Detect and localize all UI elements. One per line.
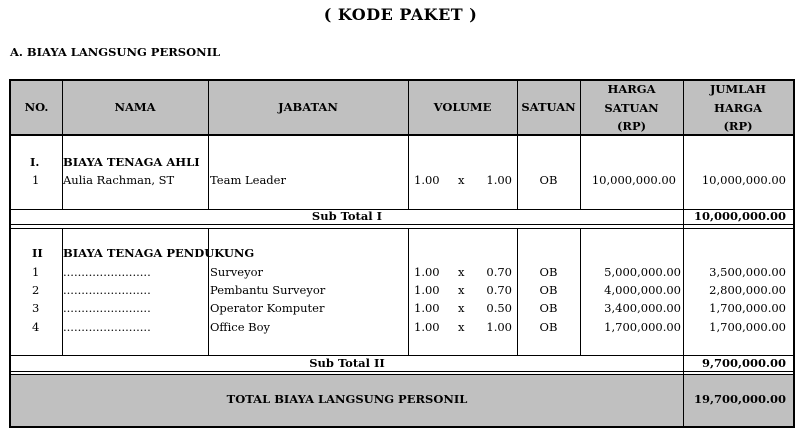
rule <box>11 371 793 372</box>
col-header-jumlah-1: JUMLAH <box>709 82 767 96</box>
row-jabatan: Surveyor <box>210 265 264 279</box>
row-vol1: 1.00 <box>414 320 440 334</box>
row-no: 1 <box>32 265 40 279</box>
subtotal-label: Sub Total II <box>309 356 385 370</box>
row-x: x <box>458 173 465 187</box>
col-header-no: NO. <box>24 100 49 114</box>
cost-table <box>9 79 795 428</box>
row-x: x <box>458 320 465 334</box>
row-vol2: 1.00 <box>486 173 512 187</box>
group-title: BIAYA TENAGA PENDUKUNG <box>63 246 255 260</box>
row-vol1: 1.00 <box>414 283 440 297</box>
col-header-harga-1: HARGA <box>607 82 656 96</box>
subtotal-value: 9,700,000.00 <box>701 356 786 370</box>
row-jabatan: Team Leader <box>210 173 286 187</box>
row-satuan: OB <box>539 320 558 334</box>
row-jumlah: 1,700,000.00 <box>709 320 786 334</box>
col-header-nama: NAMA <box>114 100 156 114</box>
subtotal-value: 10,000,000.00 <box>693 209 786 223</box>
row-nama: Aulia Rachman, ST <box>63 173 175 187</box>
row-vol2: 1.00 <box>486 320 512 334</box>
row-nama: ........................ <box>63 283 151 297</box>
row-satuan: OB <box>539 173 558 187</box>
row-jabatan: Office Boy <box>210 320 271 334</box>
group-number: I. <box>30 155 40 169</box>
col-header-satuan: SATUAN <box>521 100 576 114</box>
row-harga: 5,000,000.00 <box>604 265 681 279</box>
row-harga: 4,000,000.00 <box>604 283 681 297</box>
row-satuan: OB <box>539 283 558 297</box>
row-vol1: 1.00 <box>414 265 440 279</box>
row-x: x <box>458 265 465 279</box>
col-header-jabatan: JABATAN <box>278 100 338 114</box>
row-jabatan: Pembantu Surveyor <box>210 283 326 297</box>
row-no: 2 <box>32 283 40 297</box>
row-harga: 10,000,000.00 <box>591 173 676 187</box>
row-jumlah: 10,000,000.00 <box>701 173 786 187</box>
row-jumlah: 1,700,000.00 <box>709 301 786 315</box>
row-no: 3 <box>32 301 40 315</box>
row-x: x <box>458 283 465 297</box>
col-header-volume: VOLUME <box>433 100 492 114</box>
col-header-harga-2: SATUAN <box>604 101 659 115</box>
subtotal-label: Sub Total I <box>311 209 383 223</box>
row-harga: 1,700,000.00 <box>604 320 681 334</box>
page-title: ( KODE PAKET ) <box>323 5 478 24</box>
total-label: TOTAL BIAYA LANGSUNG PERSONIL <box>226 392 468 406</box>
row-satuan: OB <box>539 301 558 315</box>
col-header-jumlah-2: HARGA <box>713 101 763 115</box>
col-line <box>408 228 409 355</box>
row-jumlah: 2,800,000.00 <box>709 283 786 297</box>
row-satuan: OB <box>539 265 558 279</box>
group-title: BIAYA TENAGA AHLI <box>63 155 200 169</box>
row-no: 4 <box>32 320 40 334</box>
rule <box>11 374 793 375</box>
total-value: 19,700,000.00 <box>693 392 786 406</box>
row-nama: ........................ <box>63 265 151 279</box>
row-vol2: 0.50 <box>486 301 512 315</box>
col-header-harga-3: (RP) <box>616 119 647 133</box>
rule <box>11 228 793 229</box>
col-header-jumlah-3: (RP) <box>723 119 753 133</box>
row-nama: ........................ <box>63 301 151 315</box>
row-x: x <box>458 301 465 315</box>
row-vol1: 1.00 <box>414 301 440 315</box>
row-jabatan: Operator Komputer <box>210 301 325 315</box>
row-nama: ........................ <box>63 320 151 334</box>
row-no: 1 <box>32 173 40 187</box>
row-jumlah: 3,500,000.00 <box>709 265 786 279</box>
row-vol2: 0.70 <box>486 265 512 279</box>
row-harga: 3,400,000.00 <box>604 301 681 315</box>
row-vol2: 0.70 <box>486 283 512 297</box>
rule <box>11 224 793 225</box>
section-title: A. BIAYA LANGSUNG PERSONIL <box>10 45 221 59</box>
group-number: II <box>32 246 43 260</box>
row-vol1: 1.00 <box>414 173 440 187</box>
